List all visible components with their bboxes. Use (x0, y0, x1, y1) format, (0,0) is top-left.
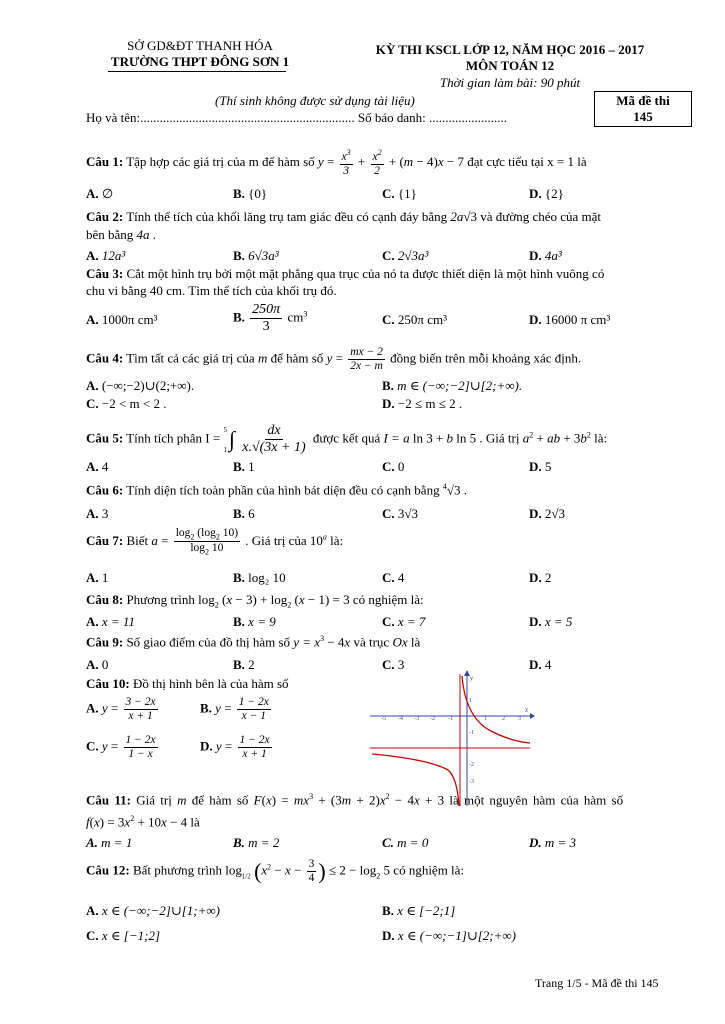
q10-option-d[interactable]: D. y = $\frac{1 - 2x}{x + 1}$ (200, 734, 270, 761)
q10-option-a[interactable]: A. y = $\frac{3 - 2x}{x + 1}$ (86, 696, 156, 723)
exam-title: KỲ THI KSCL LỚP 12, NĂM HỌC 2016 – 2017 (375, 42, 645, 57)
q2-option-a[interactable]: A. 12a³ (86, 248, 126, 263)
exam-code-value: 145 (633, 109, 653, 124)
q2-option-d[interactable]: D. 4a³ (529, 248, 562, 263)
q12-option-d[interactable]: D. x ∈ (−∞;−1]∪[2;+∞) (382, 928, 516, 943)
student-info-field: Họ và tên:.................................................................. Số báo danh: ........................ (86, 110, 508, 125)
q7-option-b[interactable]: B. log₂ 10 (233, 570, 286, 585)
q2-option-b[interactable]: B. 6√3a³ (233, 248, 279, 263)
q12-option-b[interactable]: B. x ∈ [−2;1] (382, 903, 456, 918)
question-5: Câu 5: Tính tích phân I = 5 1 ∫ $\frac{dx}{x.√(3x + 1)}$ được kết quả I = a ln 3 + b ln 5 . Giá trị $a^2$ + ab + $3b^2$ là: (86, 423, 608, 456)
y-axis-label: y (470, 674, 474, 682)
q9-option-b[interactable]: B. 2 (233, 657, 255, 672)
q3-option-d[interactable]: D. 16000 π cm³ (529, 312, 611, 327)
x-tick: 2 (502, 716, 505, 722)
x-tick: -2 (430, 716, 435, 722)
q4-option-b[interactable]: B. m ∈ (−∞;−2]∪[2;+∞). (382, 378, 523, 393)
x-tick: -4 (398, 716, 403, 722)
q8-option-d[interactable]: D. x = 5 (529, 614, 573, 629)
page-footer: Trang 1/5 - Mã đề thi 145 (535, 976, 659, 990)
exam-note: (Thí sinh không được sử dụng tài liệu) (215, 93, 415, 108)
q4-option-a[interactable]: A. (−∞;−2)∪(2;+∞). (86, 378, 195, 393)
q3-option-c[interactable]: C. 250π cm³ (382, 312, 447, 327)
school-department: SỞ GD&ĐT THANH HÓA (127, 38, 273, 53)
q9-option-d[interactable]: D. 4 (529, 657, 552, 672)
q11-option-b[interactable]: B. m = 2 (233, 835, 280, 850)
question-3: Câu 3: Cắt một hình trụ bởi một mặt phẳng qua trục của nó ta được thiết diện là một hình vuông có (86, 266, 605, 281)
exam-code-label: Mã đề thi (616, 93, 670, 108)
y-tick: -3 (469, 779, 474, 785)
q12-option-a[interactable]: A. x ∈ (−∞;−2]∪[1;+∞) (86, 903, 220, 918)
x-tick: 1 (484, 716, 487, 722)
question-4: Câu 4: Tìm tất cả các giá trị của m để hàm số y = $\frac{mx - 2}{2x - m}$ đồng biến trên mỗi khoảng xác định. (86, 346, 582, 373)
q11-option-d[interactable]: D. m = 3 (529, 835, 577, 850)
exam-subject: MÔN TOÁN 12 (465, 58, 555, 73)
q5-option-b[interactable]: B. 1 (233, 459, 255, 474)
question-12: Câu 12: Bất phương trình $\log_{1/2} (x^2 - x$ − $\frac{3}{4}$ ) ≤ $2 - \log_2 5$ có nghiệm là: (86, 858, 465, 885)
q8-option-b[interactable]: B. x = 9 (233, 614, 276, 629)
q6-option-b[interactable]: B. 6 (233, 506, 255, 521)
x-axis-arrow (530, 713, 535, 719)
q5-option-a[interactable]: A. 4 (86, 459, 109, 474)
q1-option-d[interactable]: D. {2} (529, 186, 564, 201)
q3-option-a[interactable]: A. 1000π cm³ (86, 312, 158, 327)
q4-option-c[interactable]: C. −2 < m < 2 . (86, 396, 167, 411)
question-7: Câu 7: Biết a = $\frac{\log_2 (\log_2 10)}{\log_2 10}$ . Giá trị của 10$^a$ là: (86, 527, 344, 557)
exam-code-box (594, 91, 692, 127)
school-underline (108, 71, 286, 72)
question-2: Câu 2: Tính thể tích của khối lăng trụ tam giác đều có cạnh đáy bằng 2a√3 và đường chéo của mặt (86, 209, 602, 224)
q11-option-a[interactable]: A. m = 1 (86, 835, 133, 850)
question-8: Câu 8: Phương trình $\log_2 (x - 3) + \log_2 (x - 1) = 3$ có nghiệm là: (86, 592, 424, 610)
function-graph (364, 670, 536, 810)
question-1: Câu 1: Tập hợp các giá trị của m để hàm số y = $\frac{x^3}{3}$ + $\frac{x^2}{2}$ + (m − 4)x − 7 đạt cực tiểu tại x = 1 là (86, 148, 587, 178)
y-tick: -1 (469, 730, 474, 736)
q6-option-a[interactable]: A. 3 (86, 506, 109, 521)
x-tick: 3 (518, 716, 521, 722)
question-2-line2: bên bằng 4a . (86, 227, 157, 242)
q7-option-c[interactable]: C. 4 (382, 570, 405, 585)
question-6: Câu 6: Tính diện tích toàn phần của hình bát diện đều có cạnh bằng $^4$√3 . (86, 482, 467, 498)
q1-option-c[interactable]: C. {1} (382, 186, 417, 201)
question-3-line2: chu vi bằng 40 cm. Tìm thể tích của khối trụ đó. (86, 283, 337, 298)
q10-option-c[interactable]: C. y = $\frac{1 - 2x}{1 - x}$ (86, 734, 156, 761)
q6-option-c[interactable]: C. 3√3 (382, 506, 419, 521)
q8-option-a[interactable]: A. x = 11 (86, 614, 135, 629)
q7-option-a[interactable]: A. 1 (86, 570, 109, 585)
exam-time: Thời gian làm bài: 90 phút (439, 75, 581, 90)
question-10: Câu 10: Đồ thị hình bên là của hàm số (86, 676, 289, 691)
q10-option-b[interactable]: B. y = $\frac{1 - 2x}{x - 1}$ (200, 696, 269, 723)
q6-option-d[interactable]: D. 2√3 (529, 506, 566, 521)
question-11: Câu 11: Giá trị m để hàm số $F(x) = mx^3 + (3m + 2)x^2 - 4x + 3$ là một nguyên hàm của hàm số (86, 792, 624, 808)
q1-option-a[interactable]: A. ∅ (86, 186, 114, 201)
q11-option-c[interactable]: C. m = 0 (382, 835, 429, 850)
x-axis-label: x (525, 706, 529, 714)
y-tick: 1 (469, 698, 472, 704)
question-11-line2: $f(x) = 3x^2 + 10x - 4$ là (86, 814, 200, 830)
y-tick: -2 (469, 762, 474, 768)
q9-option-a[interactable]: A. 0 (86, 657, 109, 672)
q12-option-c[interactable]: C. x ∈ [−1;2] (86, 928, 161, 943)
q4-option-d[interactable]: D. −2 ≤ m ≤ 2 . (382, 396, 463, 411)
question-label: Câu 1: (86, 154, 124, 170)
q3-option-b[interactable]: B. $\frac{250\pi}{3}$ $cm^3$ (233, 302, 308, 335)
q8-option-c[interactable]: C. x = 7 (382, 614, 426, 629)
question-text: Tập hợp các giá trị của m để hàm số (126, 154, 315, 170)
q9-option-c[interactable]: C. 3 (382, 657, 405, 672)
q2-option-c[interactable]: C. 2√3a³ (382, 248, 429, 263)
school-name: TRƯỜNG THPT ĐÔNG SƠN 1 (110, 54, 290, 69)
question-text: đạt cực tiểu tại x = 1 là (467, 154, 587, 170)
q5-option-d[interactable]: D. 5 (529, 459, 552, 474)
q7-option-d[interactable]: D. 2 (529, 570, 552, 585)
q1-option-b[interactable]: B. {0} (233, 186, 268, 201)
x-tick: -3 (414, 716, 419, 722)
x-tick: -1 (448, 716, 453, 722)
question-9: Câu 9: Số giao điểm của đồ thị hàm số $y = x^3 - 4x$ và trục Ox là (86, 634, 421, 650)
q5-option-c[interactable]: C. 0 (382, 459, 405, 474)
x-tick: -5 (381, 716, 386, 722)
